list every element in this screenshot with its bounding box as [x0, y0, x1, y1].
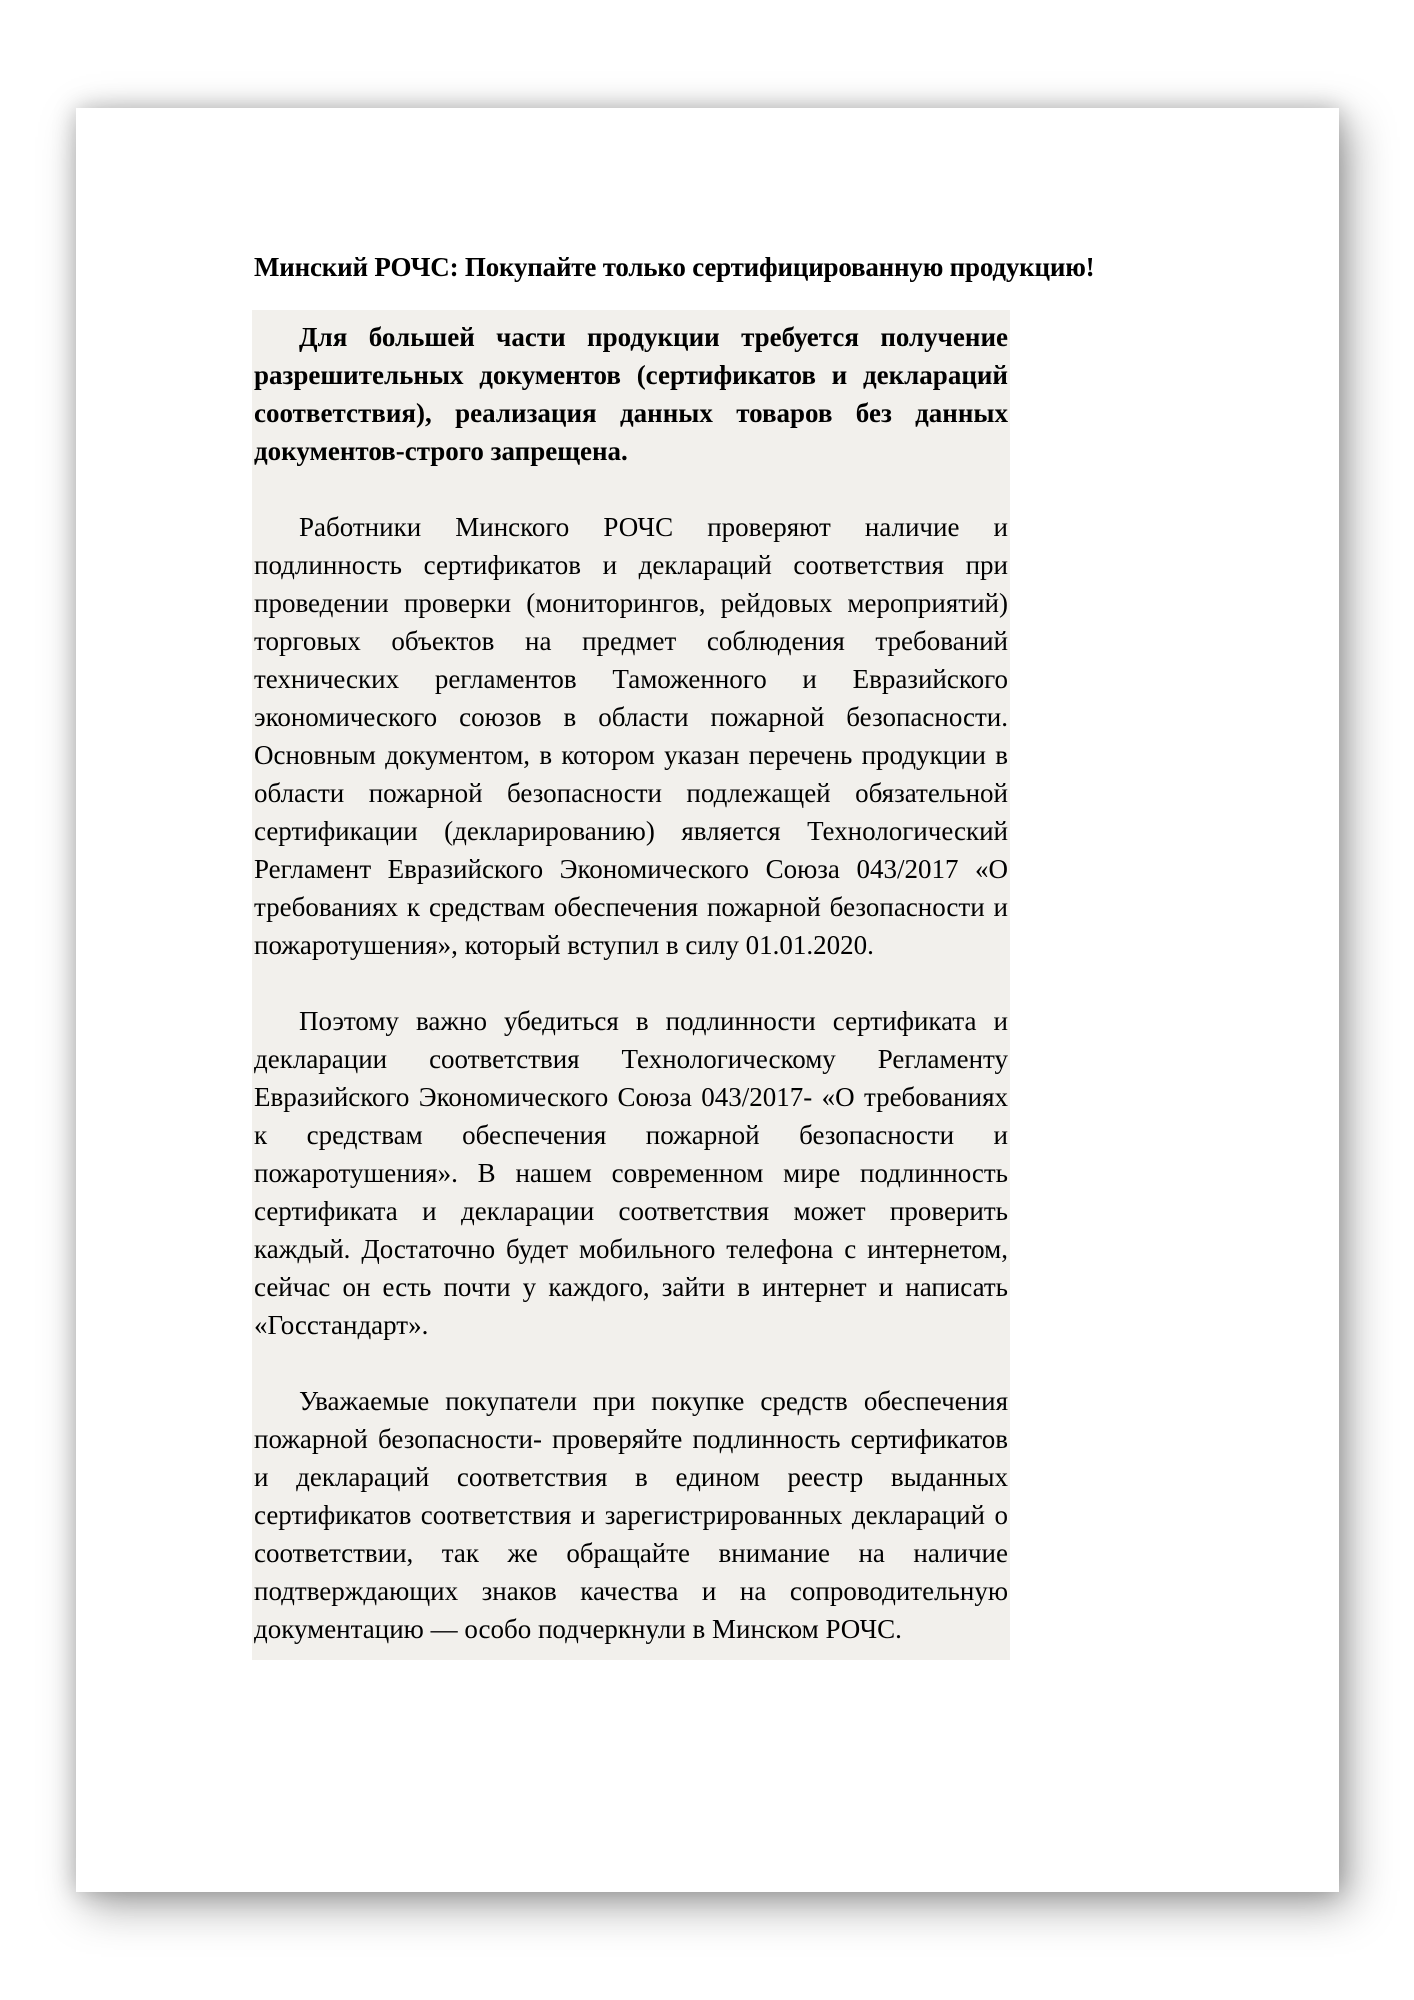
- paragraph-inspection-info: Работники Минского РОЧС проверяют наличие и подлинность сертификатов и деклараций соответствия при проведении проверки (мониторингов, рейдовых мероприятий) торговых объектов на предмет соблюдения требований технических регламентов Таможенного и Евразийского экономического союзов в области пожарной безопасности. Основным документом, в котором указан перечень продукции в области пожарной безопасности подлежащей обязательной сертификации (декларированию) является Технологический Регламент Евразийского Экономического Союза 043/2017 «О требованиях к средствам обеспечения пожарной безопасности и пожаротушения», который вступил в силу 01.01.2020.: [254, 512, 1008, 960]
- paragraph-verification-info: Поэтому важно убедиться в подлинности сертификата и декларации соответствия Технологическому Регламенту Евразийского Экономического Союза 043/2017- «О требованиях к средствам обеспечения пожарной безопасности и пожаротушения». В нашем современном мире подлинность сертификата и декларации соответствия может проверить каждый. Достаточно будет мобильного телефона с интернетом, сейчас он есть почти у каждого, зайти в интернет и написать «Госстандарт».: [254, 1006, 1008, 1340]
- paragraph-intro-bold: Для большей части продукции требуется получение разрешительных документов (сертификатов и деклараций соответствия), реализация данных товаров без данных документов-строго запрещена.: [254, 322, 1008, 466]
- paragraph-buyer-advice: Уважаемые покупатели при покупке средств обеспечения пожарной безопасности- проверяйте подлинность сертификатов и деклараций соответствия в едином реестр выданных сертификатов соответствия и зарегистрированных деклараций о соответствии, так же обращайте внимание на наличие подтверждающих знаков качества и на сопроводительную документацию — особо подчеркнули в Минском РОЧС.: [254, 1386, 1008, 1644]
- highlighted-text-block: [252, 310, 1010, 1660]
- document-title: Минский РОЧС: Покупайте только сертифицированную продукцию!: [254, 252, 1095, 282]
- document-page: [76, 108, 1339, 1892]
